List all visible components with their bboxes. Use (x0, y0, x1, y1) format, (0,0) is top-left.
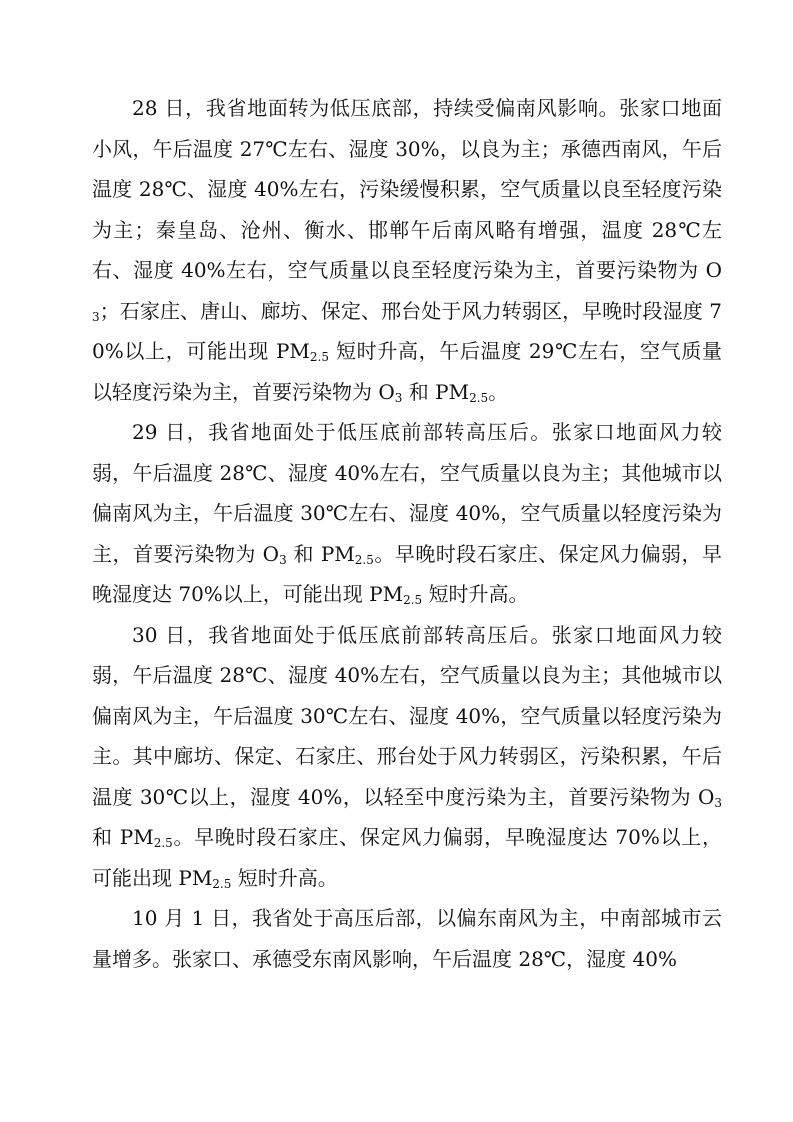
subscript-text: 2.5 (212, 876, 232, 891)
paragraph-sep-28 (92, 88, 722, 412)
subscript-text: 2.5 (153, 836, 173, 850)
text-run: 和 PM (92, 825, 154, 849)
text-run: 。早晚时段石家庄、保定风力偏弱，早晚湿度达 70%以上，可能出现 PM (92, 825, 723, 890)
text-run: 29 日，我省地面处于低压底前部转高压后。张家口地面风力较弱，午后温度 28℃、湿度 40%左右，空气质量以良为主；其他城市以偏南风为主，午后温度 30℃左右、湿度 40%，空气质量以轻度污染为主，首要污染物为 O (92, 420, 722, 566)
subscript-text: 3 (279, 552, 287, 567)
text-run: ；石家庄、唐山、廊坊、保定、邢台处于风力转弱区，早晚时段湿度 70%以上，可能出现 PM (92, 298, 722, 363)
subscript-text: 3 (714, 795, 722, 810)
text-run: 短时升高。 (231, 865, 338, 890)
text-run: 。早晚时段石家庄、保定风力偏弱，早晚湿度达 70%以上，可能出现 PM (92, 541, 723, 606)
subscript-text: 3 (92, 309, 100, 324)
text-run: 10 月 1 日，我省处于高压后部，以偏东南风为主，中南部城市云量增多。张家口、承德受东南风影响，午后温度 28℃，湿度 40% (92, 906, 722, 971)
text-run: 短时升高。 (422, 582, 529, 606)
subscript-text: 2.5 (469, 390, 489, 405)
paragraph-sep-29 (92, 412, 722, 615)
subscript-text: 2.5 (403, 593, 423, 607)
subscript-text: 2.5 (309, 350, 330, 364)
subscript-text: 2.5 (354, 552, 374, 567)
text-run: 。 (488, 379, 509, 404)
text-run: 和 PM (402, 379, 470, 404)
paragraph-sep-30 (92, 615, 722, 899)
text-run: 短时升高，午后温度 29℃左右，空气质量以轻度污染为主，首要污染物为 O (92, 339, 722, 404)
document-body (92, 88, 722, 979)
subscript-text: 3 (394, 390, 403, 405)
text-run: 和 PM (286, 541, 355, 566)
paragraph-oct-1 (92, 898, 722, 979)
text-run: 30 日，我省地面处于低压底前部转高压后。张家口地面风力较弱，午后温度 28℃、湿度 40%左右，空气质量以良为主；其他城市以偏南风为主，午后温度 30℃左右、湿度 40%，空气质量以轻度污染为主。其中廊坊、保定、石家庄、邢台处于风力转弱区，污染积累，午后温度 30℃以上，湿度 40%，以轻至中度污染为主，首要污染物为 O (92, 622, 722, 809)
text-run: 28 日，我省地面转为低压底部，持续受偏南风影响。张家口地面小风，午后温度 27℃左右、湿度 30%，以良为主；承德西南风，午后温度 28℃、湿度 40%左右，污染缓慢积累，空气质量以良至轻度污染为主；秦皇岛、沧州、衡水、邯郸午后南风略有增强，温度 28℃左右、湿度 40%左右，空气质量以良至轻度污染为主，首要污染物为 O (92, 96, 722, 282)
